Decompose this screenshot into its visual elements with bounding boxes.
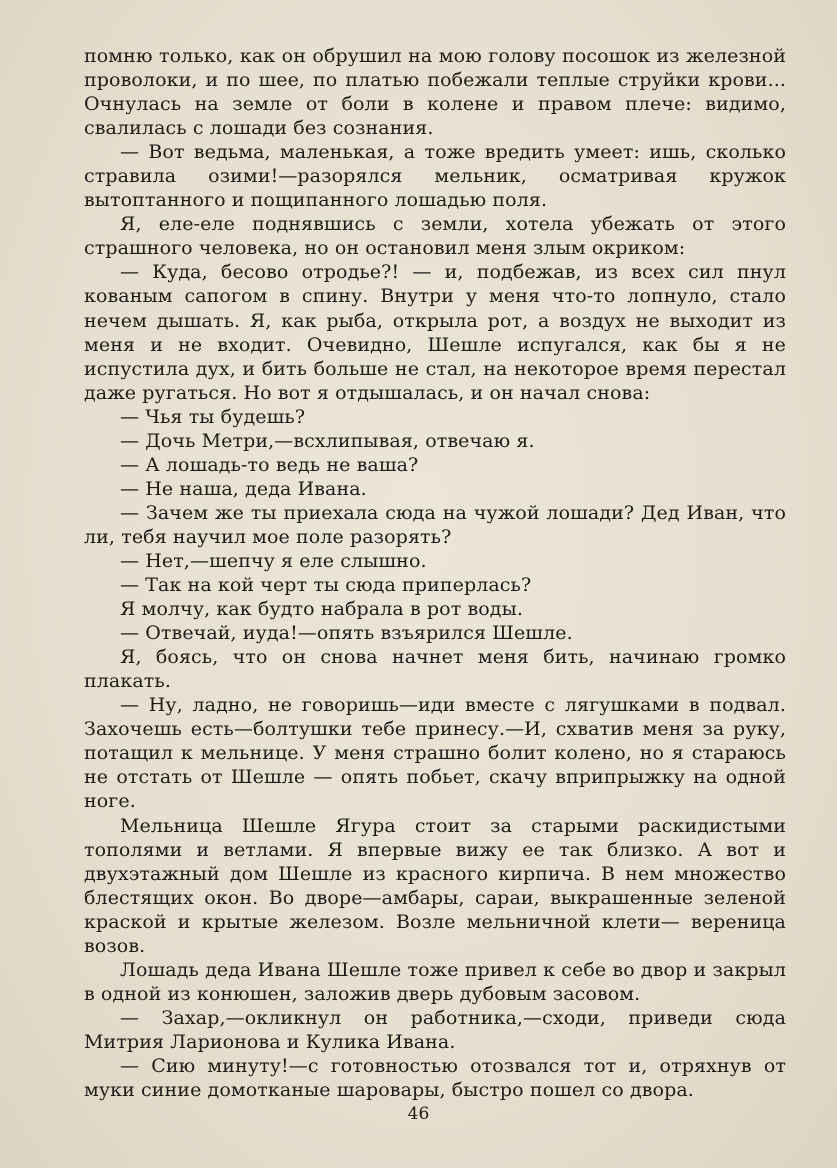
paragraph-15: — Ну, ладно, не говоришь—иди вместе с лягушками в подвал. Захочешь есть—болтушки тебе принесу.—И, схватив меня за руку, потащил к мельнице. У меня страшно болит колено, но я стараюсь не отстать от Шешле — опять побьет, скачу вприпрыжку на одной ноге. bbox=[84, 694, 786, 813]
paragraph-10: — Нет,—шепчу я еле слышно. bbox=[120, 549, 427, 572]
paragraph-7: — А лошадь-то ведь не ваша? bbox=[120, 453, 419, 476]
paragraph-13: — Отвечай, иуда!—опять взъярился Шешле. bbox=[120, 622, 573, 645]
paragraph-8: — Не наша, деда Ивана. bbox=[120, 477, 367, 500]
paragraph-5: — Чья ты будешь? bbox=[120, 405, 306, 428]
paragraph-12: Я молчу, как будто набрала в рот воды. bbox=[120, 598, 523, 621]
paragraph-14: Я, боясь, что он снова начнет меня бить, начинаю громко плакать. bbox=[84, 646, 786, 693]
paragraph-1: помню только, как он обрушил на мою голову посошок из железной проволоки, и по шее, по платью побежали теплые струйки крови... Очнулась на земле от боли в колене и правом плече: видимо, свалилась с лошади без сознания. bbox=[84, 45, 786, 140]
paragraph-4: — Куда, бесово отродье?! — и, подбежав, из всех сил пнул кованым сапогом в спину. Внутри у меня что-то лопнуло, стало нечем дышать. Я, как рыба, открыла рот, а воздух не выходит из меня и не входит. Очевидно, Шешле испугался, как бы я не испустила дух, и бить больше не стал, на некоторое время перестал даже ругаться. Но вот я отдышалась, и он начал снова: bbox=[84, 261, 786, 404]
paragraph-19: — Сию минуту!—с готовностью отозвался тот и, отряхнув от муки синие домотканые шаровары, быстро пошел со двора. bbox=[84, 1054, 786, 1102]
paragraph-16: Мельница Шешле Ягура стоит за старыми раскидистыми тополями и ветлами. Я впервые вижу ее так близко. А вот и двухэтажный дом Шешле из красного кирпича. В нем множество блестящих окон. Во дворе—амбары, сараи, выкрашенные зеленой краской и крытые железом. Возле мельничной клети— вереница возов. bbox=[84, 814, 786, 957]
paragraph-3: Я, еле-еле поднявшись с земли, хотела убежать от этого страшного человека, но он остановил меня злым окриком: bbox=[84, 213, 786, 260]
page-number: 46 bbox=[407, 1104, 430, 1124]
paragraph-18: — Захар,—окликнул он работника,—сходи, приведи сюда Митрия Ларионова и Кулика Ивана. bbox=[84, 1006, 786, 1053]
paragraph-11: — Так на кой черт ты сюда приперлась? bbox=[120, 574, 532, 597]
page-text bbox=[84, 44, 786, 1102]
paragraph-9: — Зачем же ты приехала сюда на чужой лошади? Дед Иван, что ли, тебя научил мое поле разорять? bbox=[84, 501, 786, 548]
paragraph-2: — Вот ведьма, маленькая, а тоже вредить умеет: ишь, сколько стравила озими!—разорялся мельник, осматривая кружок вытоптанного и пощипанного лошадью поля. bbox=[84, 141, 786, 212]
paragraph-6: — Дочь Метри,—всхлипывая, отвечаю я. bbox=[120, 429, 535, 452]
paragraph-17: Лошадь деда Ивана Шешле тоже привел к себе во двор и закрыл в одной из конюшен, заложив дверь дубовым засовом. bbox=[84, 958, 786, 1005]
